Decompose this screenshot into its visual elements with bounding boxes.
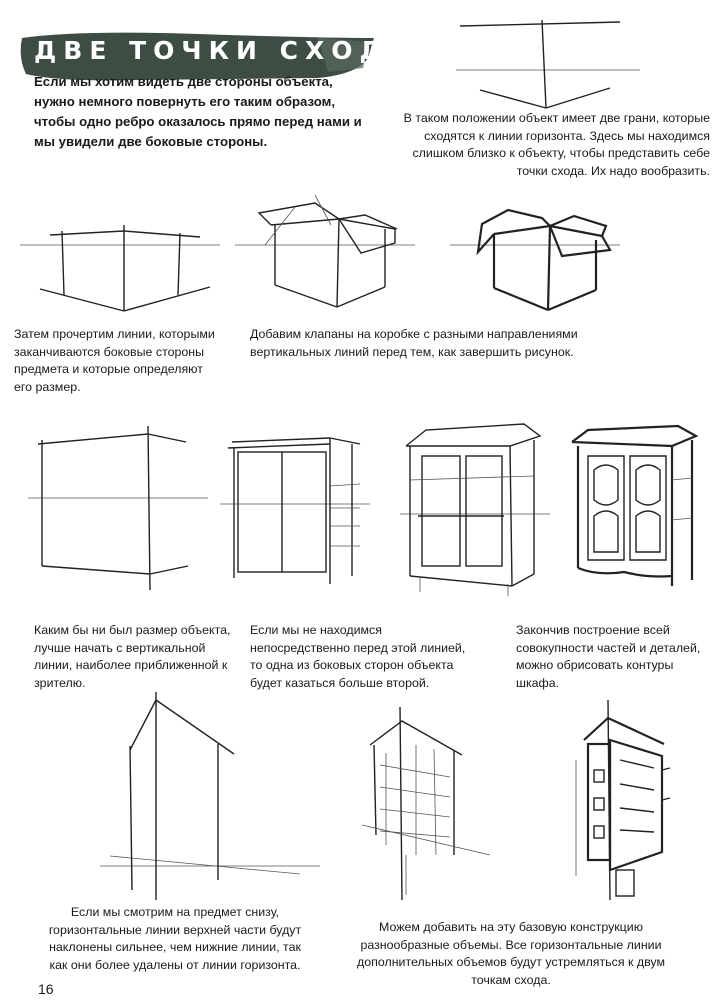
box-sides-sketch: [20, 215, 220, 315]
cabinet-sides-sketch: [220, 428, 370, 588]
caption-cabinet-finish: Закончив построение всей совокупности частей и деталей, можно обрисовать контуры шкафа.: [516, 623, 701, 690]
building-construction-sketch: [350, 705, 500, 900]
caption-horizon: В таком положении объект имеет две грани, которые сходятся к линии горизонта. Здесь мы находимся слишком близко к объекту, чтобы представить себе точки схода. Их надо вообразить.: [403, 111, 710, 178]
caption-box-flaps: Добавим клапаны на коробке с разными направлениями вертикальных линий перед тем, как завершить рисунок.: [250, 327, 578, 359]
cabinet-start-sketch: [28, 420, 208, 590]
intro-text: Если мы хотим видеть две стороны объекта, нужно немного повернуть его таким образом, чтобы одно ребро оказалось прямо перед нами и мы увидели две боковые стороны.: [34, 74, 362, 149]
caption-building-volumes: Можем добавить на эту базовую конструкцию разнообразные объемы. Все горизонтальные линии дополнительных объемов будут устремляться к двум точкам схода.: [357, 920, 665, 987]
caption-cabinet-sides: Если мы не находимся непосредственно перед этой линией, то одна из боковых сторон объекта будет казаться больше второй.: [250, 623, 466, 690]
building-finished-sketch: [570, 700, 690, 900]
building-below-sketch: [100, 690, 320, 900]
cabinet-finished-sketch: [568, 420, 703, 595]
caption-cabinet-start: Каким бы ни был размер объекта, лучше начать с вертикальной линии, наиболее приближенной к зрителю.: [34, 623, 231, 690]
caption-building-below: Если мы смотрим на предмет снизу, горизонтальные линии верхней части будут наклонены сильнее, чем нижние линии, так как они более удалены от линии горизонта.: [48, 905, 302, 972]
page-title: ДВЕ ТОЧКИ СХОДА: [34, 36, 416, 65]
cabinet-construction-sketch: [400, 416, 550, 596]
page-number: 16: [38, 981, 54, 997]
box-finished-sketch: [450, 200, 630, 315]
box-flaps-construction-sketch: [235, 195, 415, 315]
caption-box-sides: Затем прочертим линии, которыми заканчиваются боковые стороны предмета и которые определяют его размер.: [14, 327, 215, 394]
